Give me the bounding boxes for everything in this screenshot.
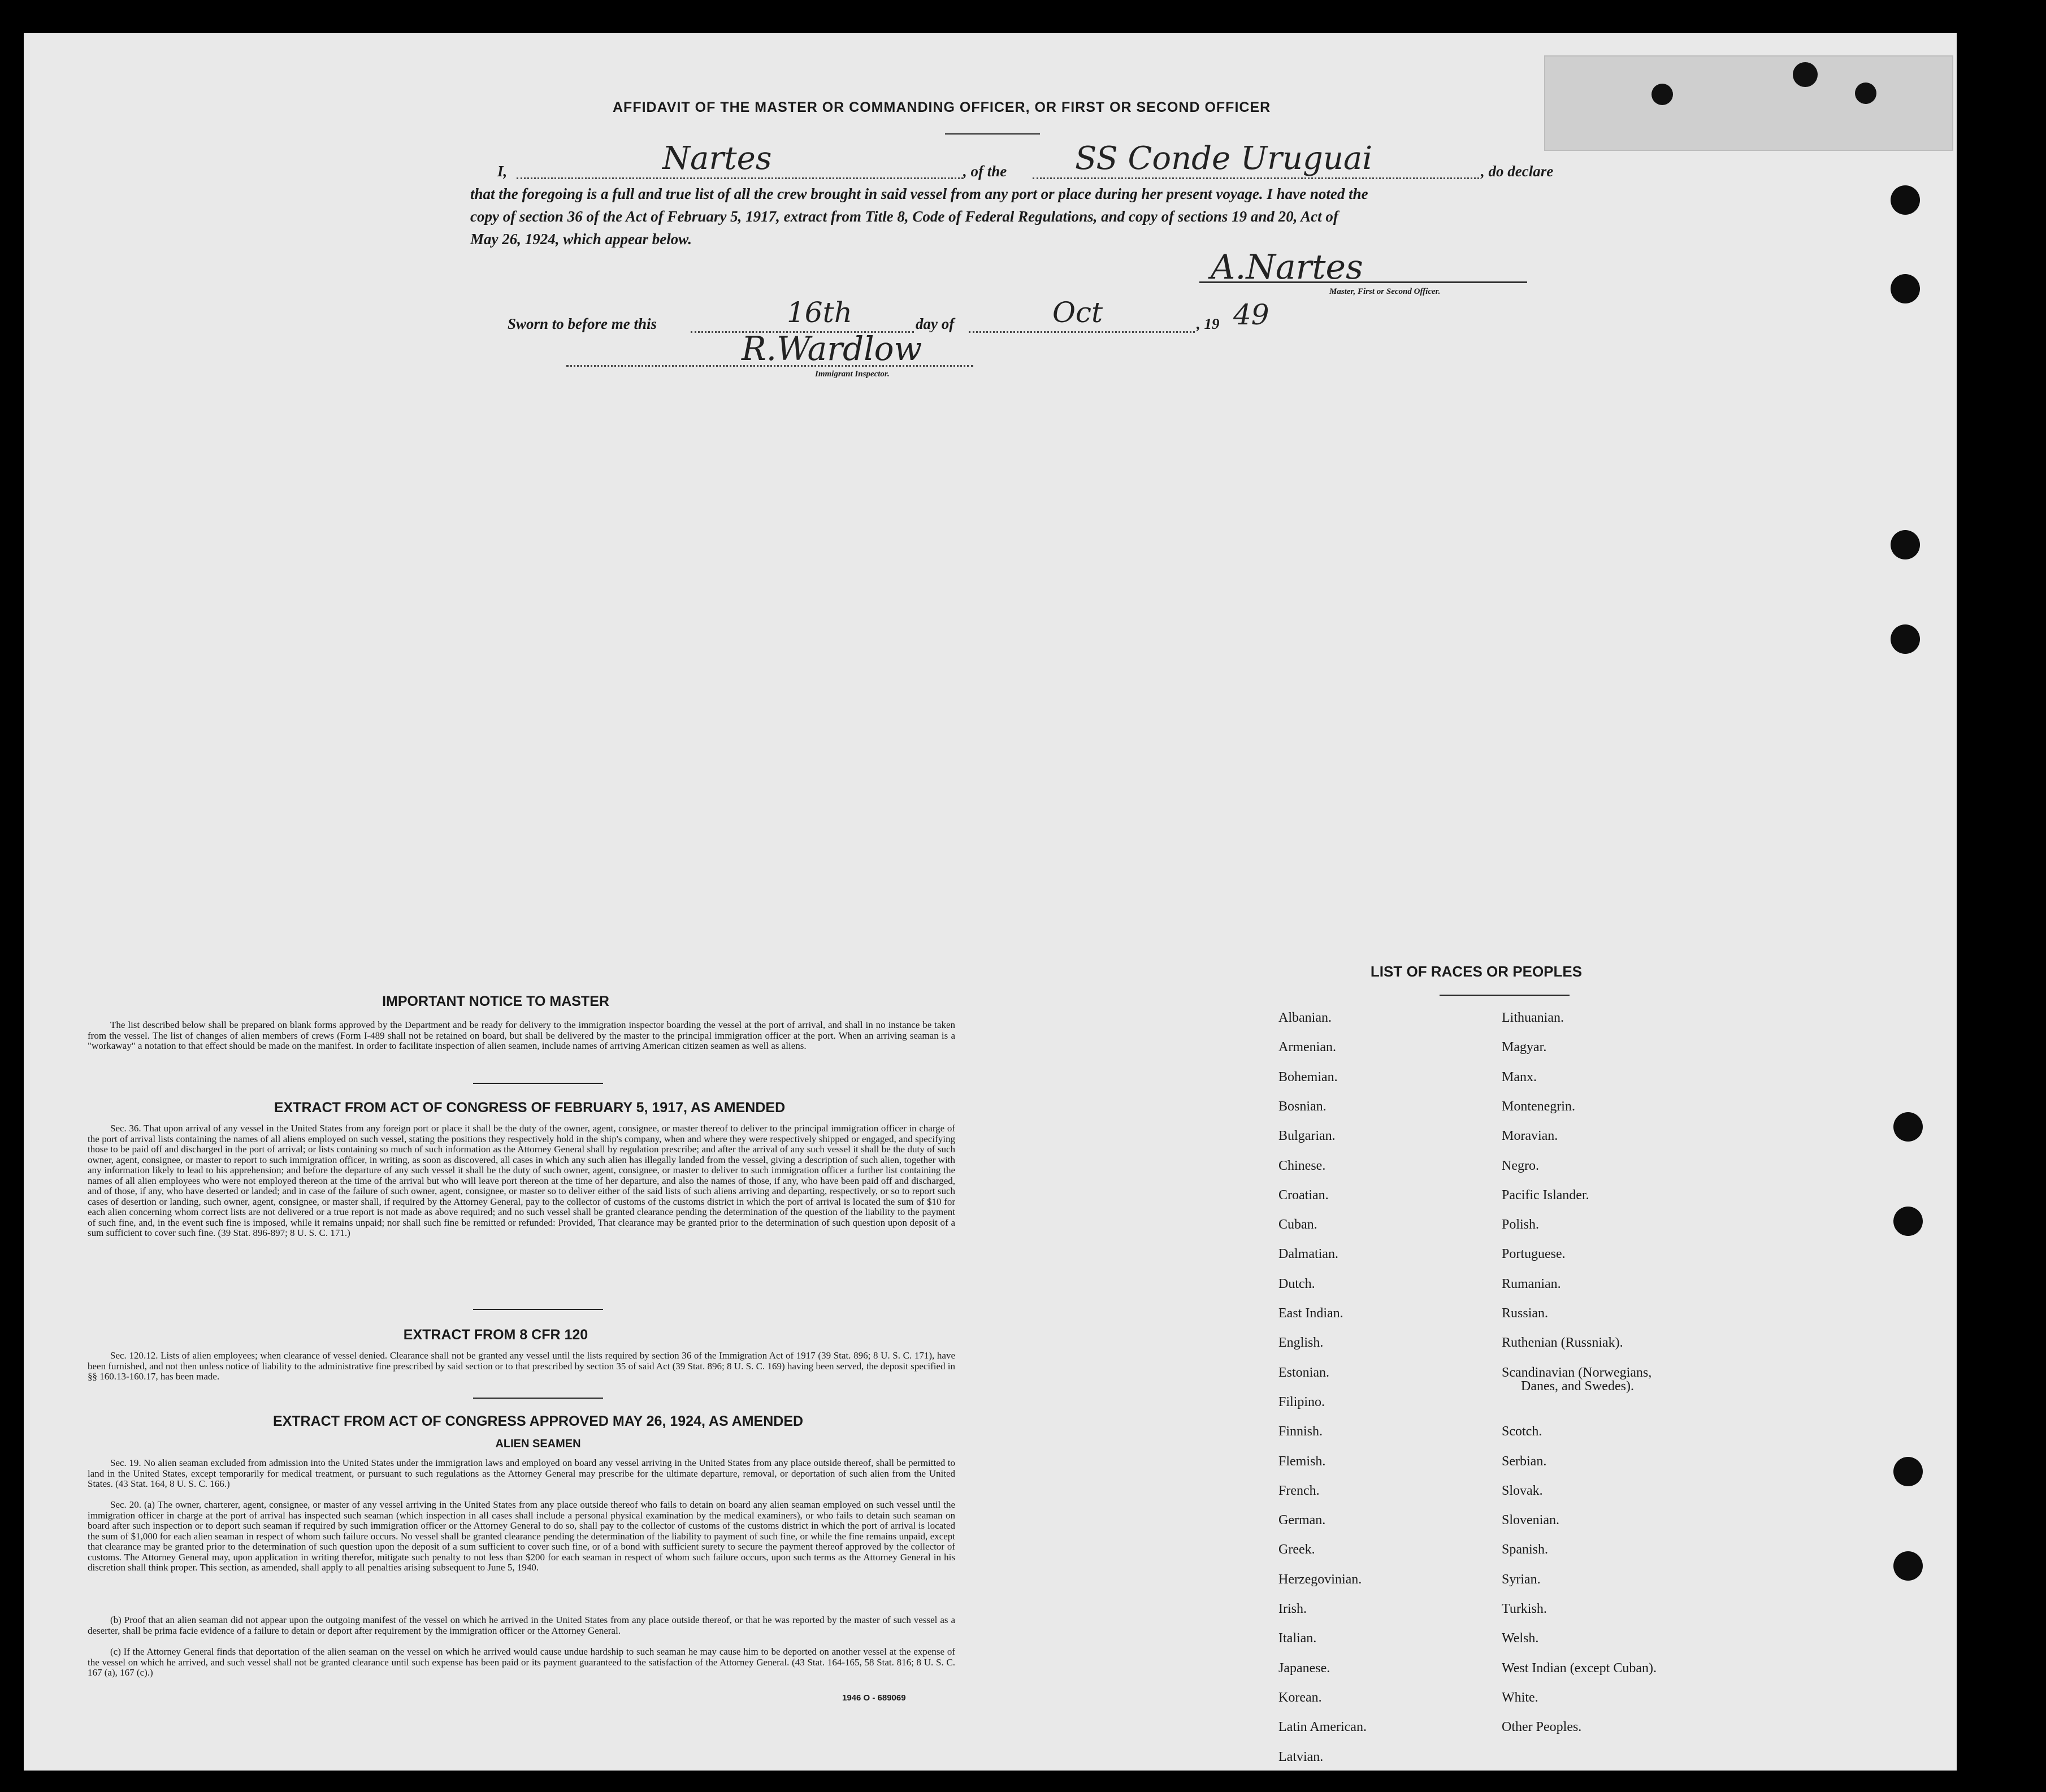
race-item: Spanish. xyxy=(1502,1542,1549,1557)
race-item: Dutch. xyxy=(1278,1276,1315,1291)
race-item: Dalmatian. xyxy=(1278,1247,1338,1262)
race-item: Lithuanian. xyxy=(1502,1010,1564,1025)
ink-spot xyxy=(1793,62,1818,87)
race-item: East Indian. xyxy=(1278,1306,1343,1321)
document-page xyxy=(24,33,1957,1771)
race-item: Italian. xyxy=(1278,1631,1317,1646)
punch-hole xyxy=(1893,1112,1923,1142)
races-title-underline xyxy=(1440,995,1570,996)
master-signature-handwritten: A.Nartes xyxy=(1211,248,1363,287)
race-item: French. xyxy=(1278,1483,1320,1498)
race-item: Bulgarian. xyxy=(1278,1129,1336,1144)
year-label: , 19 xyxy=(1197,315,1220,332)
race-item: English. xyxy=(1278,1335,1324,1351)
race-item: Rumanian. xyxy=(1502,1276,1561,1291)
extract-1924-title: EXTRACT FROM ACT OF CONGRESS APPROVED MAY 26, 1924, AS AMENDED xyxy=(272,1413,804,1429)
punch-hole xyxy=(1893,1457,1923,1486)
race-item: West Indian (except Cuban). xyxy=(1502,1660,1657,1676)
name-blank xyxy=(517,177,963,179)
race-item: Turkish. xyxy=(1502,1602,1547,1616)
separator xyxy=(473,1398,603,1399)
year-handwritten: 49 xyxy=(1233,298,1269,331)
race-item: Korean. xyxy=(1278,1690,1322,1705)
extract-1924-sec19: Sec. 19. No alien seaman excluded from admission into the United States under the immigration laws and employed on board any vessel arriving in the United States from any place outside thereof, shall be permitted to land in the United States, except temporarily for medical treatment, or pursuant to such regulations as the Attorney General may prescribe for the ultimate departure, removal, or deportation of such alien from the United States. (43 Stat. 164, 8 U. S. C. 166.) xyxy=(88,1457,955,1489)
race-item: German. xyxy=(1278,1513,1326,1528)
race-item: Serbian. xyxy=(1502,1453,1547,1469)
day-handwritten: 16th xyxy=(787,296,852,329)
affidavit-line-3: copy of section 36 of the Act of February 5, 1917, extract from Title 8, Code of Federal Regulations, and copy of sections 19 and 20, Act of xyxy=(470,208,1338,225)
extract-1924-subtitle: ALIEN SEAMEN xyxy=(495,1438,581,1450)
race-item: Finnish. xyxy=(1278,1424,1323,1439)
race-item: Other Peoples. xyxy=(1502,1720,1582,1735)
race-item: Scotch. xyxy=(1502,1424,1542,1439)
separator xyxy=(473,1083,603,1084)
ink-spot xyxy=(1651,84,1673,105)
extract-1924-sec20b: (b) Proof that an alien seaman did not appear upon the outgoing manifest of the vessel on which he arrived in the United States from any place outside thereof, or that he was reported by the master of such vessel as a deserter, shall be prima facie evidence of a failure to detain or deport after requirement by the immigration officer or the Attorney General. xyxy=(88,1615,955,1636)
race-item: White. xyxy=(1502,1690,1538,1705)
race-item: Manx. xyxy=(1502,1069,1537,1084)
of-the-label: , of the xyxy=(963,163,1007,180)
ink-spot xyxy=(1855,83,1876,104)
race-item: Polish. xyxy=(1502,1217,1540,1233)
sworn-label: Sworn to before me this xyxy=(508,315,657,332)
race-item: Latvian. xyxy=(1278,1749,1324,1764)
race-item: Pacific Islander. xyxy=(1502,1187,1589,1203)
race-item: Montenegrin. xyxy=(1502,1099,1575,1114)
punch-hole xyxy=(1891,624,1920,654)
extract-1917-body: Sec. 36. That upon arrival of any vessel in the United States from any foreign port or place it shall be the duty of the owner, agent, consignee, or master thereof to deliver to the principal immigration officer in charge of the port of arrival lists containing the names of all aliens employed on such vessel, stating the positions they respectively hold in the ship's company, when and where they were respectively shipped or engaged, and specifying those to be paid off and discharged in the port of arrival; or lists containing so much of such information as the Attorney General shall by regulation prescribe; and after the arrival of any such vessel it shall be the duty of such owner, agent, consignee, or master to report to such immigration officer, in writing, as soon as discovered, all cases in which any such alien has illegally landed from the vessel, giving a description of such alien, together with any information likely to lead to his apprehension; and before the departure of any such vessel it shall be the duty of such owner, agent, consignee, or master to deliver to such immigration officer a further list containing the names of all alien employees who were not employed thereon at the time of the arrival but who will leave port thereon at the time of her departure, and also the names of those, if any, who have been paid off and discharged, and of those, if any, who have deserted or landed; and in case of the failure of such owner, agent, consignee, or master so to deliver either of the said lists of such aliens arriving and departing, respectively, or so to report such cases of desertion or landing, such owner, agent, consignee, or master shall, if required by the Attorney General, pay to the collector of customs of the customs district in which the port of arrival is located the sum of $10 for each alien concerning whom correct lists are not delivered or a true report is not made as above required; and no such vessel shall be granted clearance pending the determination of the question of the liability to the payment of such fine, and, in the event such fine is imposed, while it remains unpaid; nor shall such fine be remitted or refunded: Provided, That clearance may be granted prior to the determination of such question upon deposit of a sum sufficient to cover such fine. (39 Stat. 896-897; 8 U. S. C. 171.) xyxy=(88,1123,955,1238)
extract-1917-title: EXTRACT FROM ACT OF CONGRESS OF FEBRUARY 5, 1917, AS AMENDED xyxy=(274,1100,786,1116)
title-underline xyxy=(945,133,1040,134)
declarant-name-handwritten: Nartes xyxy=(662,140,772,177)
print-code: 1946 O - 689069 xyxy=(842,1693,906,1703)
declarant-prefix: I, xyxy=(497,163,508,180)
extract-cfr-body: Sec. 120.12. Lists of alien employees; when clearance of vessel denied. Clearance shall not be granted any vessel until the lists required by section 36 of the Immigration Act of 1917 (39 Stat. 896; 8 U. S. C. 171), have been furnished, and not then unless notice of liability to the administrative fine prescribed by said section or to that prescribed by section 35 of said Act (39 Stat. 896; 8 U. S. C. 169) having been served, the deposit specified in §§ 160.13-160.17, has been made. xyxy=(88,1350,955,1382)
race-item: Filipino. xyxy=(1278,1394,1325,1409)
race-item: Chinese. xyxy=(1278,1158,1326,1173)
race-item: Welsh. xyxy=(1502,1631,1539,1646)
month-blank xyxy=(969,331,1195,333)
separator xyxy=(473,1309,603,1310)
race-item: Danes, and Swedes). xyxy=(1521,1378,1634,1394)
master-caption: Master, First or Second Officer. xyxy=(1329,287,1441,296)
notice-title: IMPORTANT NOTICE TO MASTER xyxy=(382,993,609,1009)
race-item: Albanian. xyxy=(1278,1010,1332,1025)
race-item: Bohemian. xyxy=(1278,1069,1338,1084)
race-item: Flemish. xyxy=(1278,1453,1326,1469)
punch-hole xyxy=(1893,1207,1923,1236)
extract-1924-sec20a: Sec. 20. (a) The owner, charterer, agent, consignee, or master of any vessel arriving in the United States from any place outside thereof who fails to detain on board any alien seaman employed on such vessel until the immigration officer in charge at the port of arrival has inspected such seaman (which inspection in all cases shall include a personal physical examination by the medical examiners), or who fails to detain such seaman on board after such inspection or to deport such seaman if required by such immigration officer or the Attorney General to do so, shall pay to the collector of customs of the customs district in which the port of arrival is located the sum of $1,000 for each alien seaman in respect of whom such failure occurs. No vessel shall be granted clearance pending the determination of the liability to payment of such fine, or while the fine remains unpaid, except that clearance may be granted prior to the determination of such question upon the deposit of a sum sufficient to cover such fine, or of a bond with sufficient surety to secure the payment thereof approved by the collector of customs. The Attorney General may, upon application in writing therefor, mitigate such penalty to not less than $200 for each seaman in respect of whom such failure occurs, upon such terms as the Attorney General in his discretion shall think proper. This section, as amended, shall apply to all penalties arising subsequent to June 5, 1940. xyxy=(88,1499,955,1573)
race-item: Latin American. xyxy=(1278,1720,1367,1735)
race-item: Slovak. xyxy=(1502,1483,1543,1498)
month-handwritten: Oct xyxy=(1052,296,1103,329)
punch-hole xyxy=(1891,185,1920,215)
race-item: Armenian. xyxy=(1278,1040,1336,1055)
races-title: LIST OF RACES OR PEOPLES xyxy=(1370,963,1583,980)
punch-hole xyxy=(1891,274,1920,303)
race-item: Negro. xyxy=(1502,1158,1539,1173)
race-item: Japanese. xyxy=(1278,1660,1330,1676)
race-item: Herzegovinian. xyxy=(1278,1572,1362,1587)
affidavit-line-4: May 26, 1924, which appear below. xyxy=(470,231,692,248)
race-item: Bosnian. xyxy=(1278,1099,1327,1114)
inspector-caption: Immigrant Inspector. xyxy=(815,370,890,379)
punch-hole xyxy=(1893,1551,1923,1581)
vessel-blank xyxy=(1033,177,1479,179)
affidavit-line-2: that the foregoing is a full and true list of all the crew brought in said vessel from any port or place during her present voyage. I have noted the xyxy=(470,185,1368,202)
race-item: Slovenian. xyxy=(1502,1513,1559,1528)
race-item: Greek. xyxy=(1278,1542,1315,1557)
race-item: Ruthenian (Russniak). xyxy=(1502,1335,1623,1351)
race-item: Magyar. xyxy=(1502,1040,1547,1055)
race-item: Scandinavian (Norwegians, xyxy=(1502,1365,1652,1380)
race-item: Portuguese. xyxy=(1502,1247,1566,1262)
inspector-signature-handwritten: R.Wardlow xyxy=(742,329,922,368)
affidavit-title: AFFIDAVIT OF THE MASTER OR COMMANDING OFFICER, OR FIRST OR SECOND OFFICER xyxy=(613,99,1271,115)
vessel-name-handwritten: SS Conde Uruguai xyxy=(1075,140,1373,177)
race-item: Irish. xyxy=(1278,1602,1307,1616)
punch-hole xyxy=(1891,530,1920,559)
do-declare-label: , do declare xyxy=(1481,163,1554,180)
race-item: Syrian. xyxy=(1502,1572,1541,1587)
race-item: Cuban. xyxy=(1278,1217,1317,1233)
race-item: Moravian. xyxy=(1502,1129,1558,1144)
race-item: Estonian. xyxy=(1278,1365,1329,1380)
race-item: Croatian. xyxy=(1278,1187,1329,1203)
notice-body: The list described below shall be prepared on blank forms approved by the Department and be ready for delivery to the immigration inspector boarding the vessel at the port of arrival, and shall in no instance be taken from the vessel. The list of changes of alien members of crews (Form I-489 shall not be retained on board, but shall be delivered by the master to the principal immigration officer at the port. When an arriving seaman is a "workaway" a notation to that effect should be made on the manifest. In order to facilitate inspection of alien seamen, include names of arriving American citizen seamen as well as aliens. xyxy=(88,1019,955,1051)
day-of-label: day of xyxy=(916,315,955,332)
race-item: Russian. xyxy=(1502,1306,1549,1321)
extract-cfr-title: EXTRACT FROM 8 CFR 120 xyxy=(403,1327,588,1343)
extract-1924-sec20c: (c) If the Attorney General finds that deportation of the alien seaman on the vessel on which he arrived would cause undue hardship to such seaman he may cause him to be deported on another vessel at the expense of the vessel on which he arrived, and such vessel shall not be granted clearance until such expense has been paid or its payment guaranteed to the satisfaction of the Attorney General. (43 Stat. 164-165, 58 Stat. 816; 8 U. S. C. 167 (a), 167 (c).) xyxy=(88,1646,955,1678)
tape-strip xyxy=(1544,55,1953,151)
